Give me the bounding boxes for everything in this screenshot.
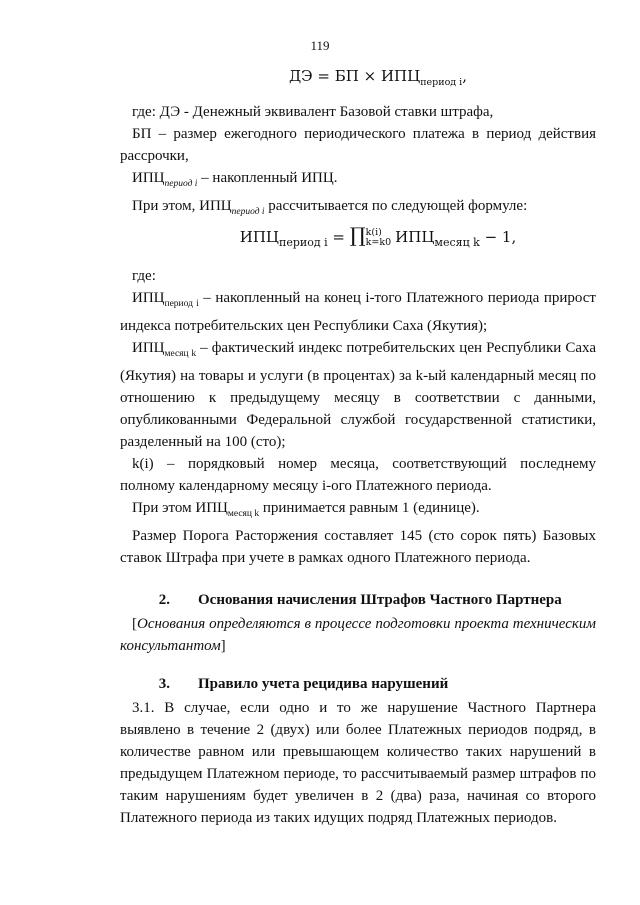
term: ИПЦ <box>132 290 165 306</box>
calc-pre: При этом, ИПЦ <box>132 198 232 214</box>
paragraph-equal <box>120 497 596 525</box>
paragraph-calc <box>120 195 596 223</box>
equal-subscript: месяц k <box>227 509 260 519</box>
section-title: Правило учета рецидива нарушений <box>198 676 449 692</box>
paragraph-bp: БП – размер ежегодного периодического платежа в период действия рассрочки, <box>120 126 596 164</box>
paragraph-ipc <box>120 167 596 195</box>
calc-subscript: период i <box>231 207 265 217</box>
definition-ipc-period <box>120 287 596 337</box>
definition-k: k(i) – порядковый номер месяца, соответствующий последнему полному календарному месяцу i-ого Платежного периода. <box>120 456 596 494</box>
note-text: Основания определяются в процессе подготовки проекта техническим консультантом <box>120 616 596 654</box>
equal-post: принимается равным 1 (единице). <box>259 500 480 516</box>
term-subscript: период i <box>164 299 199 309</box>
formula-subscript: период i <box>420 77 463 88</box>
section-title: Основания начисления Штрафов Частного Партнера <box>198 592 562 608</box>
section-number: 3. <box>158 676 170 692</box>
term-subscript: месяц k <box>164 349 197 359</box>
formula-term-subscript: месяц k <box>434 236 480 249</box>
product-limits <box>366 228 392 248</box>
definition-ipc-month <box>120 337 596 453</box>
formula-monetary-equivalent <box>120 64 596 95</box>
formula-lhs: ДЭ = БП × ИПЦ <box>288 67 421 85</box>
product-lower-limit: k=k0 <box>365 237 392 248</box>
label-where: где: <box>132 268 156 284</box>
section-number: 2. <box>158 592 170 608</box>
definition-text: – накопленный на конец i-того Платежного периода прирост индекса потребительских цен Республики Саха (Якутия); <box>120 290 596 334</box>
definition-text: – фактический индекс потребительских цен Республики Саха (Якутия) на товары и услуги (в процентах) за k-ый календарный месяц по отношению к предыдущему месяцу в соответствии с данными, опубликованными Федеральной службой государственной статистики, разделенный на 100 (сто); <box>120 340 596 450</box>
calc-post: рассчитывается по следующей формуле: <box>264 198 528 214</box>
bracket-close: ] <box>220 638 226 654</box>
page-number: 119 <box>310 38 330 53</box>
equal-pre: При этом ИПЦ <box>132 500 228 516</box>
formula-tail: − 1, <box>479 228 517 246</box>
formula-equals: = <box>327 228 350 246</box>
section-3-heading <box>120 673 596 695</box>
product-symbol: ∏ <box>349 223 366 247</box>
paragraph-threshold: Размер Порога Расторжения составляет 145 (сто сорок пять) Базовых ставок Штрафа при учете в рамках одного Платежного периода. <box>120 528 596 566</box>
term: ИПЦ <box>132 170 165 186</box>
formula-lhs: ИПЦ <box>239 228 279 246</box>
term-subscript: период i <box>164 179 198 189</box>
section-3-paragraph: 3.1. В случае, если одно и то же нарушение Частного Партнера выявлено в течение 2 (двух) или более Платежных периодов подряд, в количестве равном или превышающем количество таких нарушений в предыдущем Платежном периоде, то рассчитываемый размер штрафов по таким нарушениям будет увеличен в 2 (два) раза, начиная со второго Платежного периода из таких идущих подряд Платежных периодов. <box>120 700 596 826</box>
section-2-note <box>120 613 596 657</box>
section-2-heading <box>120 589 596 611</box>
definition-text: – накопленный ИПЦ. <box>197 170 338 186</box>
formula-tail: , <box>462 67 467 85</box>
page-content <box>120 64 596 829</box>
paragraph-where: где: ДЭ - Денежный эквивалент Базовой ставки штрафа, <box>132 104 494 120</box>
product-upper-limit: k(i) <box>365 227 382 238</box>
formula-term: ИПЦ <box>395 228 435 246</box>
formula-accumulated-ipc <box>120 223 596 255</box>
formula-lhs-subscript: период i <box>278 236 328 249</box>
term: ИПЦ <box>132 340 165 356</box>
bracket-open: [ <box>132 616 137 632</box>
